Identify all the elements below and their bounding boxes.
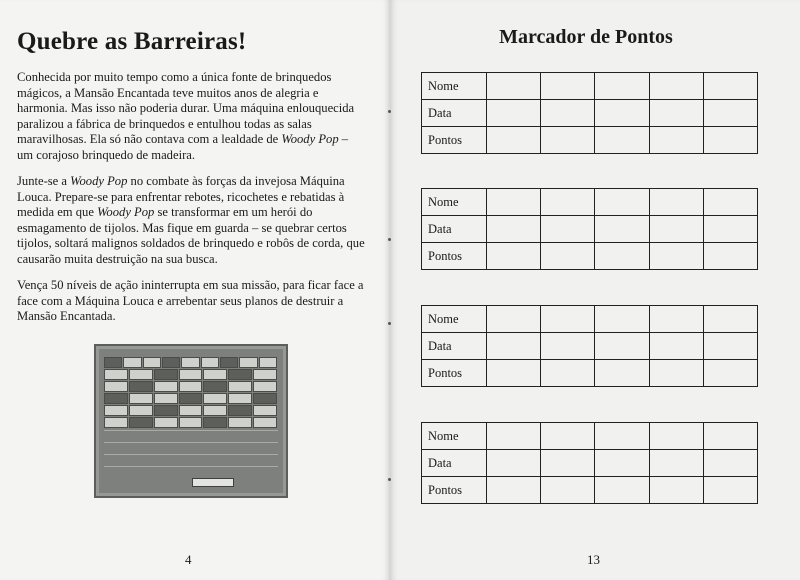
brick-row [104,404,278,415]
brick [179,417,203,428]
brick [104,405,128,416]
brick-row [104,380,278,391]
brick [104,369,128,380]
score-cell [541,243,595,270]
brick [181,357,199,368]
score-cell [541,477,595,504]
score-table [421,72,758,154]
score-cell [703,360,757,387]
brick [253,405,277,416]
score-cell [541,360,595,387]
brick-row [104,356,278,367]
score-label: Nome [422,423,487,450]
score-cell [541,306,595,333]
score-cell [595,100,649,127]
brick-row [104,416,278,427]
brick-row [104,368,278,379]
brick [203,369,227,380]
page-number-left: 4 [185,552,192,567]
score-cell [649,73,703,100]
score-cell [487,73,541,100]
score-cell [703,477,757,504]
score-cell [703,450,757,477]
score-cell [487,189,541,216]
intro-text [17,70,367,336]
score-cell [595,306,649,333]
brick [239,357,257,368]
score-table [421,188,758,270]
score-table [421,422,758,504]
score-row [422,450,758,477]
brick [220,357,238,368]
brick [203,381,227,392]
brick [129,405,153,416]
score-row [422,333,758,360]
brick [259,357,277,368]
score-cell [595,360,649,387]
paragraph: Vença 50 níveis de ação ininterrupta em sua missão, para ficar face a face com a Máquina Louca e arrebentar seus planos de destruir a Mansão Encantada. [17,278,364,323]
brick [129,393,153,404]
paddle [192,478,234,487]
brick [104,417,128,428]
score-label: Data [422,100,487,127]
score-cell [487,306,541,333]
score-cell [595,189,649,216]
score-cell [595,477,649,504]
score-row [422,306,758,333]
brick [129,381,153,392]
score-label: Nome [422,189,487,216]
score-row [422,100,758,127]
score-cell [595,127,649,154]
score-cell [595,216,649,243]
score-row [422,423,758,450]
page-title-left: Quebre as Barreiras! [17,28,247,55]
brick [154,381,178,392]
score-row [422,189,758,216]
score-cell [487,127,541,154]
brick [228,393,252,404]
brick [253,417,277,428]
score-cell [487,423,541,450]
brick [179,405,203,416]
floor-line [104,466,278,467]
score-cell [595,243,649,270]
score-cell [649,100,703,127]
brick [228,405,252,416]
brick-row [104,392,278,403]
score-cell [487,450,541,477]
score-cell [649,477,703,504]
brick [179,369,203,380]
brick [203,393,227,404]
score-cell [703,306,757,333]
floor-line [104,430,278,431]
brick [154,417,178,428]
score-cell [541,73,595,100]
score-cell [703,189,757,216]
score-cell [487,360,541,387]
score-cell [649,450,703,477]
brick [228,381,252,392]
brick [104,381,128,392]
score-label: Pontos [422,127,487,154]
score-label: Data [422,216,487,243]
brick [179,381,203,392]
left-page [0,0,390,580]
score-cell [649,243,703,270]
score-cell [703,100,757,127]
score-cell [541,100,595,127]
floor-line [104,454,278,455]
score-label: Data [422,333,487,360]
score-cell [541,216,595,243]
score-label: Nome [422,73,487,100]
score-cell [541,450,595,477]
brick [228,369,252,380]
brick [162,357,180,368]
score-cell [703,333,757,360]
score-cell [487,243,541,270]
score-cell [703,423,757,450]
score-cell [541,423,595,450]
score-row [422,477,758,504]
brick [104,393,128,404]
brick [154,405,178,416]
score-cell [703,216,757,243]
score-row [422,360,758,387]
score-cell [487,100,541,127]
score-cell [595,333,649,360]
score-cell [703,127,757,154]
score-cell [649,306,703,333]
score-cell [649,333,703,360]
brick [143,357,161,368]
brick [104,357,122,368]
brick [154,369,178,380]
floor-line [104,442,278,443]
brick [203,417,227,428]
score-cell [541,127,595,154]
score-table [421,305,758,387]
score-cell [595,450,649,477]
score-cell [487,477,541,504]
brick [179,393,203,404]
score-label: Nome [422,306,487,333]
score-row [422,127,758,154]
score-cell [703,243,757,270]
page-title-right: Marcador de Pontos [499,26,673,48]
brick [203,405,227,416]
binding-marks [385,0,395,580]
paragraph: Conhecida por muito tempo como a única fonte de brinquedos mágicos, a Mansão Encantada teve muitos anos de alegria e harmonia. Mas isso não poderia durar. Uma máquina enlouquecida paralizou a fábrica de brinquedos e entulhou todas as salas maravilhosas. Ela só não contava com a lealdade de Woody Pop – um corajoso brinquedo de madeira. [17,70,355,162]
score-label: Pontos [422,243,487,270]
score-cell [649,127,703,154]
score-cell [541,189,595,216]
paragraph: Junte-se a Woody Pop no combate às forças da invejosa Máquina Louca. Prepare-se para enfrentar rebotes, ricochetes e rebatidas à medida em que Woody Pop se transformar em um herói do esmagamento de tijolos. Mas fique em guarda – se quebrar certos tijolos, soltará malignos soldados de brinquedo e robôs de corda, que causarão muita destruição na sua busca. [17,174,365,266]
score-cell [649,423,703,450]
score-row [422,216,758,243]
score-label: Data [422,450,487,477]
score-label: Pontos [422,360,487,387]
brick [154,393,178,404]
score-cell [649,189,703,216]
score-cell [487,216,541,243]
brick [129,417,153,428]
page-number-right: 13 [587,552,600,567]
score-row [422,73,758,100]
score-cell [649,360,703,387]
game-screenshot [94,344,288,498]
score-cell [595,73,649,100]
brick [253,381,277,392]
score-cell [595,423,649,450]
score-cell [649,216,703,243]
brick [228,417,252,428]
score-cell [487,333,541,360]
brick [129,369,153,380]
score-label: Pontos [422,477,487,504]
brick [123,357,141,368]
score-cell [703,73,757,100]
brick [201,357,219,368]
score-row [422,243,758,270]
brick [253,369,277,380]
right-page [390,0,800,580]
score-cell [541,333,595,360]
brick [253,393,277,404]
